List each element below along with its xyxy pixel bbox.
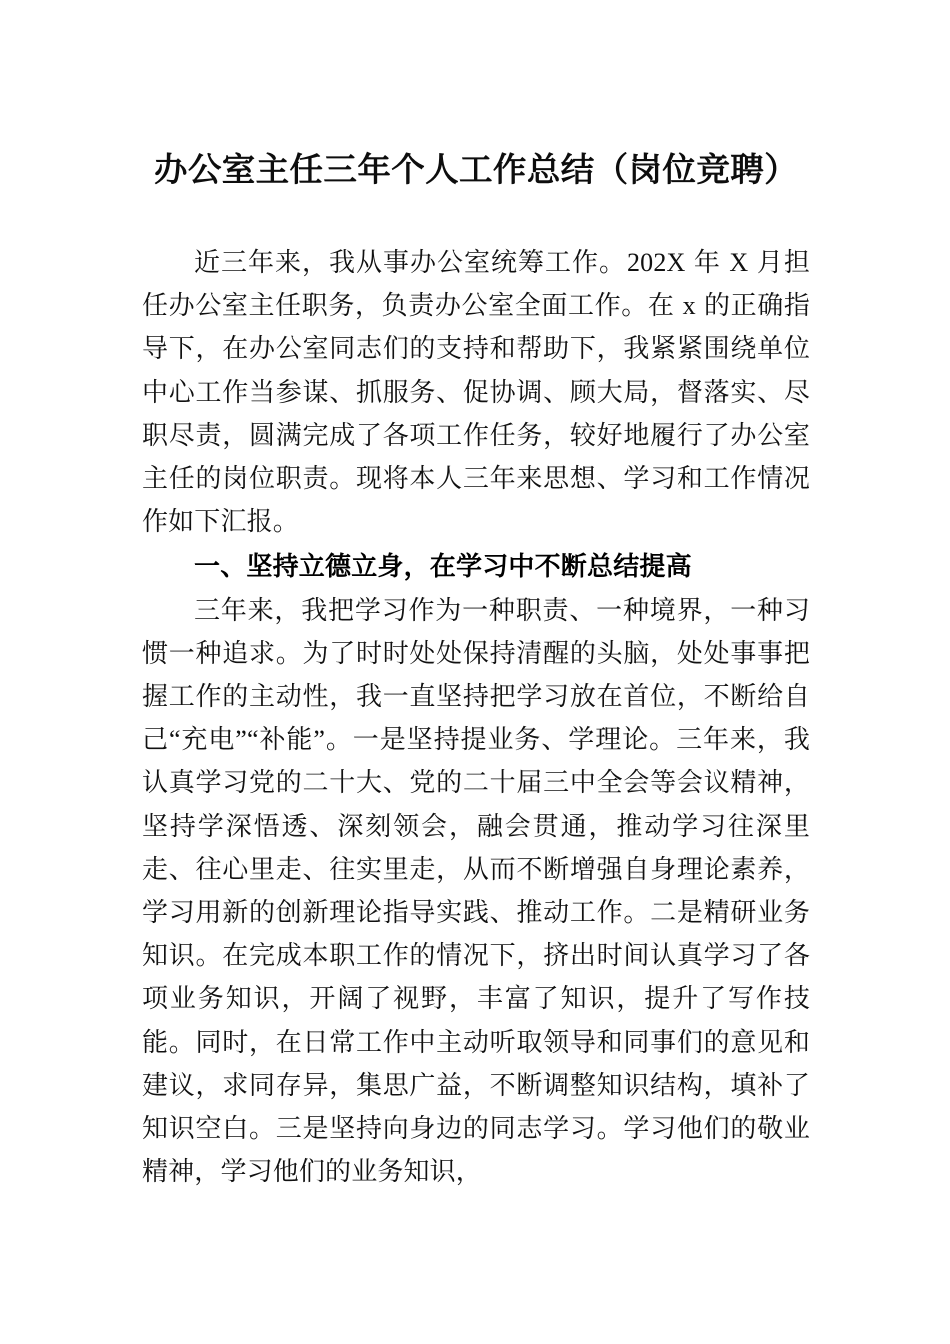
document-content	[142, 0, 810, 1193]
latin-run: 202X	[627, 248, 686, 277]
latin-run: x	[682, 291, 696, 321]
section-one-paragraph-1: 三年来，我把学习作为一种职责、一种境界，一种习惯一种追求。为了时时处处保持清醒的头脑，处处事事把握工作的主动性，我一直坚持把学习放在首位，不断给自己“充电”“补能”。一是坚持提业务、学理论。三年来，我认真学习党的二十大、党的二十届三中全会等会议精神，坚持学深悟透、深刻领会，融会贯通，推动学习往深里走、往心里走、往实里走，从而不断增强自身理论素养，学习用新的创新理论指导实践、推动工作。二是精研业务知识。在完成本职工作的情况下，挤出时间认真学习了各项业务知识，开阔了视野，丰富了知识，提升了写作技能。同时，在日常工作中主动听取领导和同事们的意见和建议，求同存异，集思广益，不断调整知识结构，填补了知识空白。三是坚持向身边的同志学习。学习他们的敬业精神，学习他们的业务知识，	[142, 595, 810, 1187]
section-heading-one: 一、坚持立德立身，在学习中不断总结提高	[194, 551, 692, 582]
intro-paragraph: 近三年来，我从事办公室统筹工作。202X 年 X 月担任办公室主任职务，负责办公室全面工作。在 x 的正确指导下，在办公室同志们的支持和帮助下，我紧紧围绕单位中心工作当参谋、抓服务、促协调、顾大局，督落实、尽职尽责，圆满完成了各项工作任务，较好地履行了办公室主任的岗位职责。现将本人三年来思想、学习和工作情况作如下汇报。	[142, 248, 811, 537]
page-title: 办公室主任三年个人工作总结（岗位竞聘）	[153, 152, 799, 189]
section-one	[142, 545, 810, 1193]
latin-run: X	[729, 248, 749, 277]
